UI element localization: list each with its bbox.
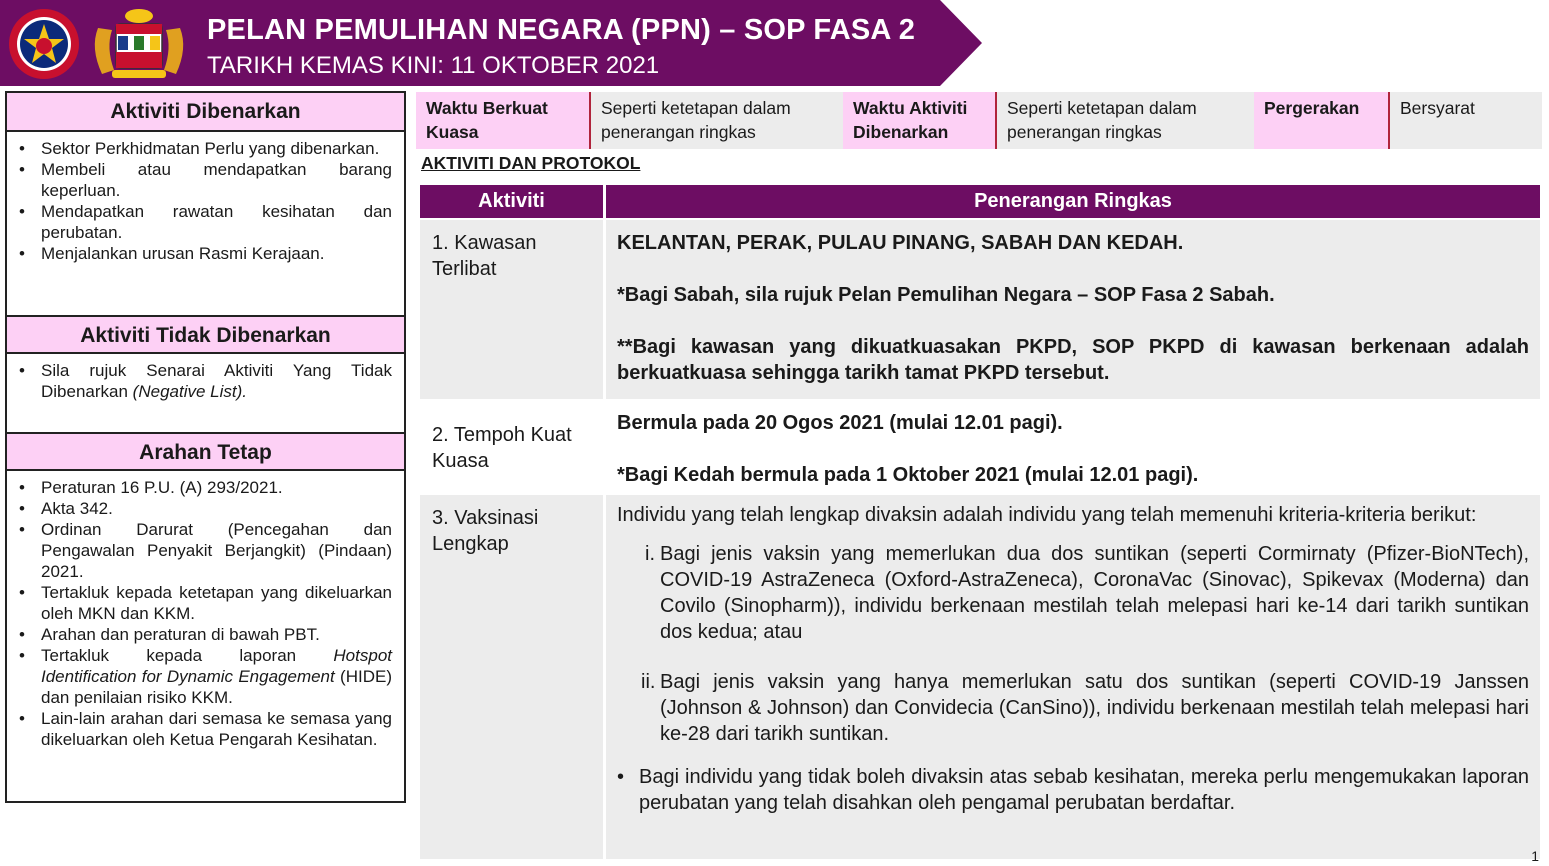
negative-list-italic: (Negative List). xyxy=(132,382,247,401)
movement-label: Pergerakan xyxy=(1254,92,1390,149)
note-text: Bagi individu yang tidak boleh divaksin atas sebab kesihatan, mereka perlu mengemukakan laporan perubatan yang telah disahkan oleh pengamal perubatan berdaftar. xyxy=(639,766,1529,814)
negative-list-text: Sila rujuk Senarai Aktiviti Yang Tidak Dibenarkan xyxy=(41,361,392,401)
list-item: • Mendapatkan rawatan kesihatan dan perubatan. xyxy=(19,201,392,243)
list-item: • Peraturan 16 P.U. (A) 293/2021. xyxy=(19,477,392,498)
row2-label: 2. Tempoh Kuat Kuasa xyxy=(432,424,572,472)
allowed-activities-list xyxy=(7,132,404,315)
list-item: • Akta 342. xyxy=(19,498,392,519)
criteria-text: Bagi jenis vaksin yang hanya memerlukan satu dos suntikan (seperti COVID-19 Janssen (Johnson & Johnson) dan Convidecia (CanSino)), individu berkenaan mestilah telah melepasi hari ke-28 dari tarikh suntikan. xyxy=(660,671,1529,745)
activity-hours-label: Waktu Aktiviti Dibenarkan xyxy=(843,92,997,149)
coat-of-arms-logo xyxy=(86,8,192,80)
row1-description xyxy=(606,220,1540,399)
not-allowed-list xyxy=(7,354,404,432)
section-title: AKTIVITI DAN PROTOKOL xyxy=(421,153,641,173)
not-allowed-heading: Aktiviti Tidak Dibenarkan xyxy=(7,315,404,354)
list-item: • Membeli atau mendapatkan barang keperluan. xyxy=(19,159,392,201)
left-panel xyxy=(5,91,406,803)
row2-line1: Bermula pada 20 Ogos 2021 (mulai 12.01 pagi). xyxy=(617,412,1063,434)
medical-exemption-note: • Bagi individu yang tidak boleh divaksin atas sebab kesihatan, mereka perlu mengemukakan laporan perubatan yang telah disahkan oleh pengamal perubatan berdaftar. xyxy=(617,766,1529,814)
list-item: • Menjalankan urusan Rasmi Kerajaan. xyxy=(19,243,392,264)
directives-list xyxy=(7,471,404,750)
activity-hours-value: Seperti ketetapan dalam penerangan ringkas xyxy=(997,92,1254,149)
hours-label: Waktu Berkuat Kuasa xyxy=(416,92,591,149)
hide-italic: Hotspot Identification for Dynamic Engagement xyxy=(41,646,392,686)
row1-line3: **Bagi kawasan yang dikuatkuasakan PKPD, SOP PKPD di kawasan berkenaan adalah berkuatkuasa sehingga tarikh tamat PKPD tersebut. xyxy=(617,336,1529,384)
row1-line2: *Bagi Sabah, sila rujuk Pelan Pemulihan Negara – SOP Fasa 2 Sabah. xyxy=(617,284,1275,306)
row3-description xyxy=(606,495,1540,859)
header-banner xyxy=(0,0,985,86)
criteria-text: Bagi jenis vaksin yang memerlukan dua dos suntikan (seperti Cormirnaty (Pfizer-BioNTech), COVID-19 AstraZeneca (Oxford-AstraZeneca), CoronaVac (Sinovac), Spikevax (Moderna) dan Covilo (Sinopharm)), individu berkenaan mestilah telah melepasi hari ke-14 dari tarikh suntikan dos kedua; atau xyxy=(660,543,1529,643)
list-item: • Ordinan Darurat (Pencegahan dan Pengawalan Penyakit Berjangkit) (Pindaan) 2021. xyxy=(19,519,392,582)
row3-label: 3. Vaksinasi Lengkap xyxy=(420,495,603,859)
nsc-logo xyxy=(8,8,80,80)
list-item xyxy=(19,360,392,402)
hide-pre: Tertakluk kepada laporan xyxy=(41,646,334,665)
list-item xyxy=(19,645,392,708)
row2-description xyxy=(606,402,1540,492)
criteria-item-ii xyxy=(617,669,1529,747)
row2-line2: *Bagi Kedah bermula pada 1 Oktober 2021 (mulai 12.01 pagi). xyxy=(617,464,1199,486)
page-title: PELAN PEMULIHAN NEGARA (PPN) – SOP FASA 2 xyxy=(207,14,916,46)
allowed-activities-heading: Aktiviti Dibenarkan xyxy=(7,93,404,132)
list-item: • Tertakluk kepada ketetapan yang dikeluarkan oleh MKN dan KKM. xyxy=(19,582,392,624)
row1-label: 1. Kawasan Terlibat xyxy=(420,220,603,399)
hide-post: (HIDE) dan penilaian risiko KKM. xyxy=(41,667,392,707)
criteria-item-i xyxy=(617,541,1529,645)
row1-line1: KELANTAN, PERAK, PULAU PINANG, SABAH DAN KEDAH. xyxy=(617,232,1184,254)
page-number: 1 xyxy=(1531,848,1539,864)
row3-intro: Individu yang telah lengkap divaksin adalah individu yang telah memenuhi kriteria-kriteria berikut: xyxy=(617,504,1477,526)
list-item: • Lain-lain arahan dari semasa ke semasa yang dikeluarkan oleh Ketua Pengarah Kesihatan. xyxy=(19,708,392,750)
criteria-number: i. xyxy=(645,543,655,565)
criteria-number: ii. xyxy=(641,671,656,693)
directives-heading: Arahan Tetap xyxy=(7,432,404,471)
movement-value: Bersyarat xyxy=(1390,92,1542,149)
hours-value: Seperti ketetapan dalam penerangan ringkas xyxy=(591,92,843,149)
col-header-activity: Aktiviti xyxy=(420,185,603,218)
list-item: • Sektor Perkhidmatan Perlu yang dibenarkan. xyxy=(19,138,392,159)
update-date: TARIKH KEMAS KINI: 11 OKTOBER 2021 xyxy=(207,52,660,79)
list-item: • Arahan dan peraturan di bawah PBT. xyxy=(19,624,392,645)
col-header-description: Penerangan Ringkas xyxy=(606,185,1540,218)
